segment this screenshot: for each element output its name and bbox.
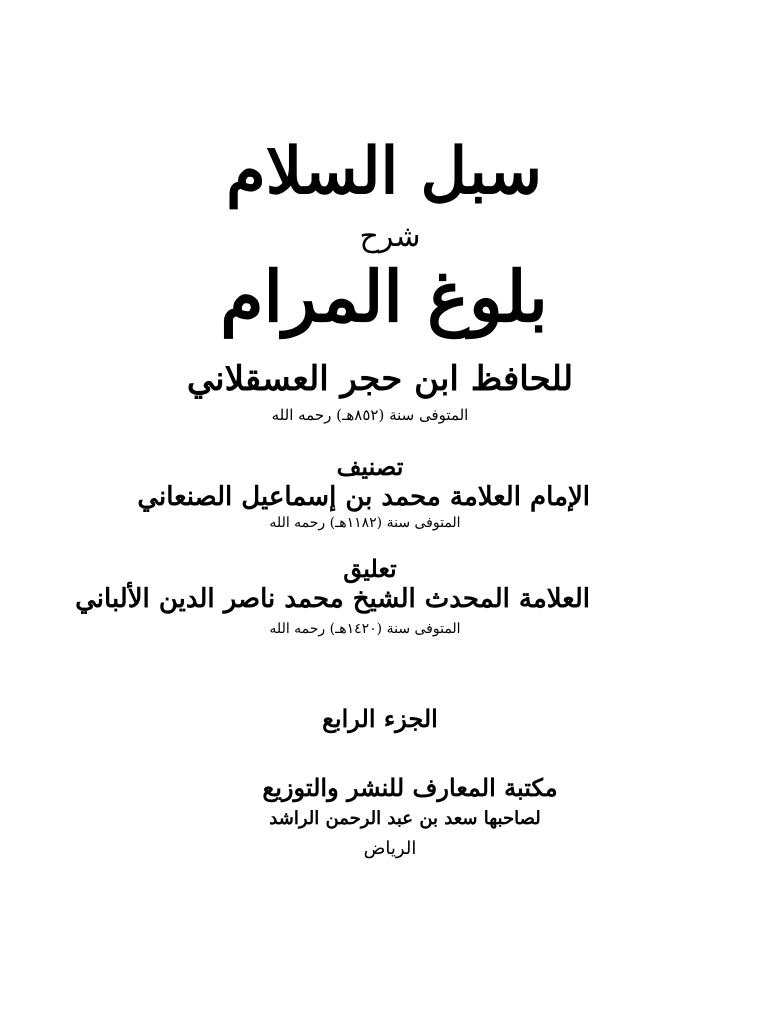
original-author-death: المتوفى سنة (٨٥٢هـ) رحمه الله bbox=[271, 406, 469, 424]
publisher-owner: لصاحبها سعد بن عبد الرحمن الراشد bbox=[269, 808, 541, 829]
volume-number: الجزء الرابع bbox=[322, 704, 438, 733]
book-title-second: بلوغ المرام bbox=[220, 255, 548, 338]
compilation-label: تصنيف bbox=[336, 452, 404, 481]
publisher-city: الرياض bbox=[363, 838, 417, 859]
compiler-name: الإمام العلامة محمد بن إسماعيل الصنعاني bbox=[137, 482, 590, 512]
commentator-name: العلامة المحدث الشيخ محمد ناصر الدين الألباني bbox=[75, 584, 590, 614]
compiler-death: المتوفى سنة (١١٨٢هـ) رحمه الله bbox=[269, 515, 461, 531]
publisher-name: مكتبة المعارف للنشر والتوزيع bbox=[262, 773, 558, 802]
commentary-label: تعليق bbox=[343, 554, 397, 583]
book-title-connector: شرح bbox=[359, 219, 421, 254]
book-title-main: سبل السلام bbox=[226, 134, 542, 209]
original-author-name: للحافظ ابن حجر العسقلاني bbox=[186, 359, 574, 399]
commentator-death: المتوفى سنة (١٤٢٠هـ) رحمه الله bbox=[269, 621, 461, 637]
